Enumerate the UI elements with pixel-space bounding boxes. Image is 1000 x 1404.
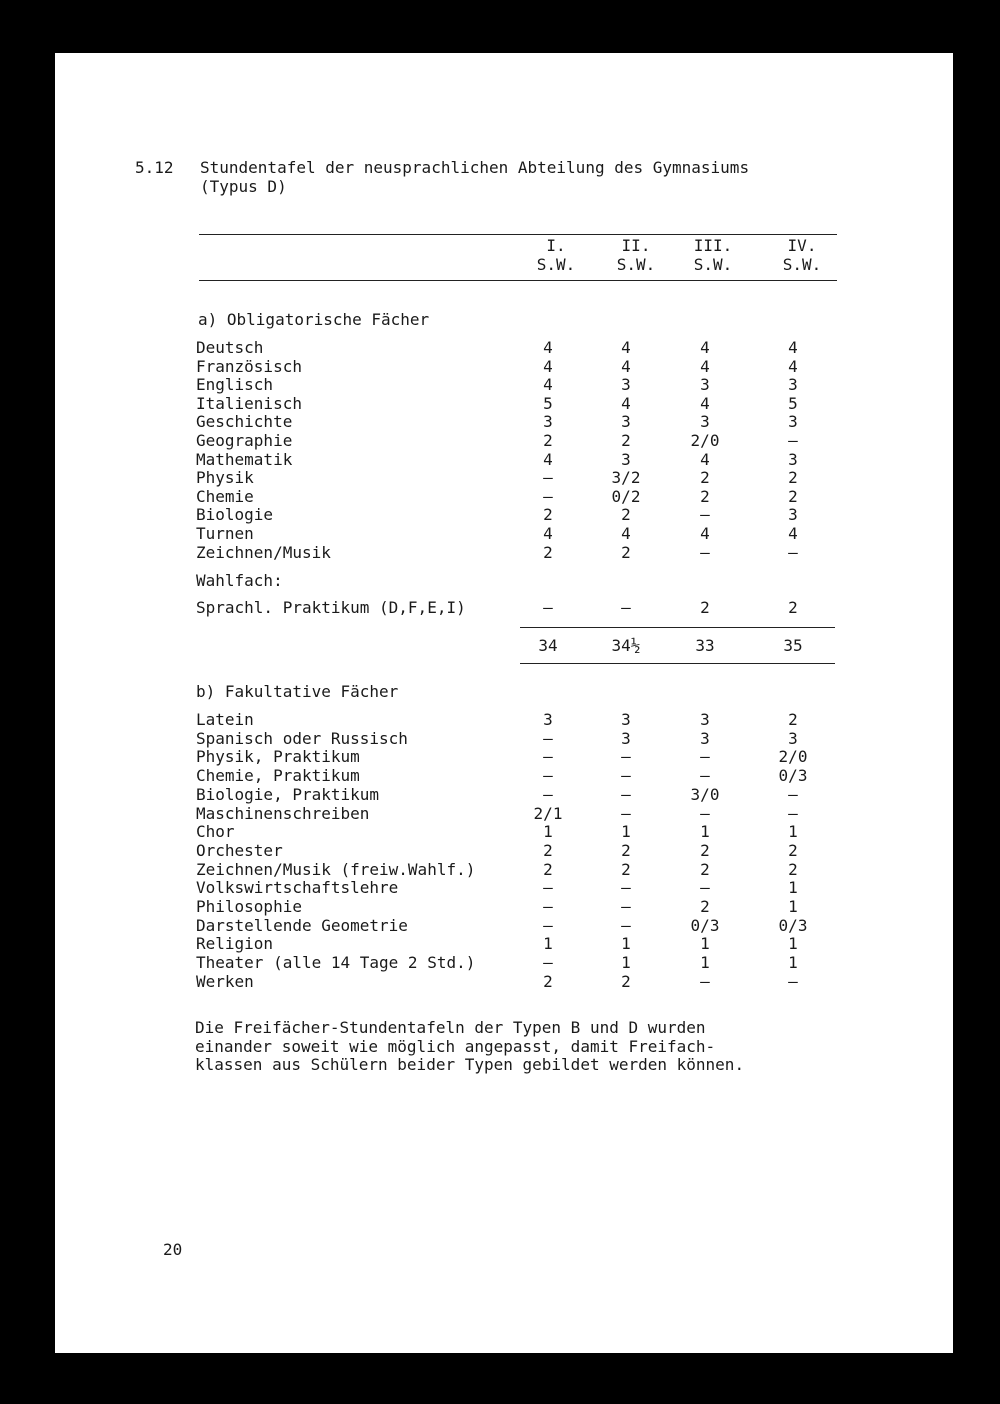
- hours-year-2: 3: [621, 449, 631, 469]
- hours-year-2: 3: [621, 710, 631, 729]
- hours-year-4: 0/3: [778, 766, 808, 786]
- hours-year-4: 1: [788, 897, 798, 916]
- hours-year-1: –: [543, 897, 553, 916]
- hours-year-4: 2: [788, 859, 798, 879]
- column-header-sw: S.W.: [782, 254, 822, 274]
- hours-year-1: –: [543, 747, 553, 767]
- hours-year-1: 1: [543, 934, 553, 954]
- hours-year-3: 4: [700, 393, 710, 413]
- header-bottom-rule: [199, 280, 837, 281]
- hours-year-4: 2: [788, 598, 798, 617]
- subject-name: Zeichnen/Musik (freiw.Wahlf.): [196, 859, 476, 879]
- column-header-sw: S.W.: [616, 254, 656, 274]
- hours-year-4: 0/3: [778, 915, 808, 935]
- hours-year-3: –: [700, 542, 710, 562]
- subject-name: Sprachl. Praktikum (D,F,E,I): [196, 598, 466, 617]
- hours-year-4: 2: [788, 486, 798, 506]
- hours-year-3: 2: [700, 859, 710, 879]
- hours-year-1: 2: [543, 840, 553, 860]
- hours-year-4: 1: [788, 934, 798, 954]
- table-row: [55, 376, 953, 395]
- hours-year-1: 3: [543, 412, 553, 432]
- hours-year-4: –: [788, 784, 798, 804]
- hours-year-1: 2: [543, 542, 553, 562]
- page-number: 20: [163, 1240, 183, 1259]
- hours-year-3: –: [700, 505, 710, 525]
- hours-year-4: 2/0: [778, 747, 808, 767]
- document-page: [55, 53, 953, 1353]
- subject-name: Physik: [196, 468, 254, 488]
- section-b-label: b) Fakultative Fächer: [196, 682, 399, 701]
- hours-year-1: 2: [543, 971, 553, 991]
- hours-year-3: 0/3: [690, 915, 720, 935]
- table-row: [55, 339, 953, 358]
- subject-name: Italienisch: [196, 393, 302, 413]
- hours-year-3: 2: [700, 468, 710, 488]
- hours-year-1: 2: [543, 431, 553, 450]
- hours-year-1: 5: [543, 393, 553, 413]
- hours-year-3: 2: [700, 486, 710, 506]
- hours-year-2: 3/2: [611, 468, 641, 488]
- hours-year-3: 2: [700, 840, 710, 860]
- subject-name: Geschichte: [196, 412, 293, 432]
- table-row: [55, 767, 953, 786]
- table-row: [55, 488, 953, 507]
- page-title: Stundentafel der neusprachlichen Abteilung des Gymnasiums: [200, 158, 750, 177]
- hours-year-1: –: [543, 598, 553, 617]
- hours-year-2: 3: [621, 375, 631, 395]
- subject-name: Physik, Praktikum: [196, 747, 360, 767]
- table-row: [55, 525, 953, 544]
- hours-year-4: 3: [788, 449, 798, 469]
- subject-name: Chor: [196, 822, 235, 842]
- hours-year-1: 4: [543, 449, 553, 469]
- subject-name: Volkswirtschaftslehre: [196, 878, 399, 898]
- hours-year-3: 1: [700, 953, 710, 973]
- hours-year-2: 2: [621, 859, 631, 879]
- hours-year-3: 2: [700, 897, 710, 916]
- subject-name: Maschinenschreiben: [196, 803, 370, 823]
- hours-year-4: 2: [788, 468, 798, 488]
- hours-year-2: 4: [621, 338, 631, 357]
- hours-year-3: 4: [700, 338, 710, 357]
- subject-name: Religion: [196, 934, 274, 954]
- column-header-sw: S.W.: [536, 254, 576, 274]
- column-header-3: [678, 237, 748, 274]
- hours-year-1: –: [543, 953, 553, 973]
- hours-year-2: 3: [621, 728, 631, 748]
- hours-year-2: 4: [621, 356, 631, 376]
- footnote-line: klassen aus Schülern beider Typen gebildet werden können.: [195, 1055, 745, 1075]
- column-header-roman: III.: [693, 236, 733, 255]
- wahlfach-label: Wahlfach:: [196, 571, 283, 590]
- totals-top-rule: [520, 627, 835, 628]
- hours-year-1: –: [543, 468, 553, 488]
- table-row: [55, 358, 953, 377]
- column-header-1: [521, 237, 591, 274]
- hours-year-3: 1: [700, 934, 710, 954]
- hours-year-1: –: [543, 766, 553, 786]
- hours-year-3: 4: [700, 524, 710, 543]
- hours-year-2: 2: [621, 431, 631, 450]
- hours-year-2: 0/2: [611, 486, 641, 506]
- hours-year-2: –: [621, 598, 631, 617]
- hours-year-4: 4: [788, 356, 798, 376]
- subject-name: Französisch: [196, 356, 302, 376]
- subject-name: Geographie: [196, 431, 293, 450]
- subject-name: Orchester: [196, 840, 283, 860]
- hours-year-2: 2: [621, 971, 631, 991]
- subject-name: Darstellende Geometrie: [196, 915, 408, 935]
- hours-year-2: –: [621, 915, 631, 935]
- footnote-line: Die Freifächer-Stundentafeln der Typen B und D wurden: [195, 1018, 706, 1037]
- table-row: [55, 935, 953, 954]
- table-row: [55, 432, 953, 451]
- hours-year-3: 3: [700, 375, 710, 395]
- column-header-roman: I.: [546, 236, 566, 255]
- hours-year-2: –: [621, 784, 631, 804]
- hours-year-1: 4: [543, 356, 553, 376]
- hours-year-2: 2: [621, 542, 631, 562]
- hours-year-1: 4: [543, 524, 553, 543]
- hours-year-2: –: [621, 747, 631, 767]
- hours-year-4: 4: [788, 338, 798, 357]
- hours-year-1: 2: [543, 505, 553, 525]
- table-row: [55, 823, 953, 842]
- total-year-4: 35: [783, 636, 803, 655]
- table-row: [55, 469, 953, 488]
- table-row: [55, 451, 953, 470]
- footnote: [195, 1019, 744, 1075]
- hours-year-4: 2: [788, 710, 798, 729]
- hours-year-2: 4: [621, 393, 631, 413]
- hours-year-4: 3: [788, 412, 798, 432]
- column-header-roman: IV.: [787, 236, 817, 255]
- hours-year-4: 3: [788, 375, 798, 395]
- table-row: [55, 898, 953, 917]
- table-row: [55, 861, 953, 880]
- hours-year-2: –: [621, 803, 631, 823]
- hours-year-3: –: [700, 747, 710, 767]
- hours-year-4: 1: [788, 953, 798, 973]
- table-row: [55, 786, 953, 805]
- hours-year-1: 1: [543, 822, 553, 842]
- hours-year-1: 2/1: [533, 803, 563, 823]
- hours-year-1: 4: [543, 375, 553, 395]
- subject-name: Biologie: [196, 505, 274, 525]
- subject-name: Mathematik: [196, 449, 293, 469]
- column-header-2: [601, 237, 671, 274]
- table-row: [55, 730, 953, 749]
- hours-year-2: 4: [621, 524, 631, 543]
- hours-year-2: 1: [621, 953, 631, 973]
- table-row: [55, 805, 953, 824]
- hours-year-3: 3: [700, 728, 710, 748]
- total-year-2: 34½: [611, 636, 641, 655]
- hours-year-3: –: [700, 971, 710, 991]
- section-a-label: a) Obligatorische Fächer: [198, 310, 430, 329]
- table-row: [55, 748, 953, 767]
- hours-year-2: –: [621, 766, 631, 786]
- table-top-rule: [199, 234, 837, 235]
- hours-year-1: –: [543, 915, 553, 935]
- subject-name: Spanisch oder Russisch: [196, 728, 408, 748]
- table-row: [55, 954, 953, 973]
- hours-year-2: –: [621, 878, 631, 898]
- subject-name: Chemie: [196, 486, 254, 506]
- hours-year-4: 5: [788, 393, 798, 413]
- table-row: [55, 917, 953, 936]
- totals-bottom-rule: [520, 663, 835, 664]
- hours-year-1: –: [543, 878, 553, 898]
- hours-year-3: 3/0: [690, 784, 720, 804]
- total-year-1: 34: [538, 636, 558, 655]
- hours-year-3: 4: [700, 449, 710, 469]
- subject-name: Latein: [196, 710, 254, 729]
- hours-year-4: –: [788, 971, 798, 991]
- page-subtitle: (Typus D): [200, 177, 287, 196]
- hours-year-1: –: [543, 784, 553, 804]
- total-year-3: 33: [695, 636, 715, 655]
- hours-year-4: 2: [788, 840, 798, 860]
- hours-year-3: 3: [700, 710, 710, 729]
- hours-year-1: –: [543, 728, 553, 748]
- hours-year-3: 2: [700, 598, 710, 617]
- hours-year-4: –: [788, 803, 798, 823]
- subject-name: Turnen: [196, 524, 254, 543]
- footnote-line: einander soweit wie möglich angepasst, damit Freifach-: [195, 1036, 716, 1056]
- hours-year-4: 1: [788, 878, 798, 898]
- hours-year-1: 3: [543, 710, 553, 729]
- table-row: [55, 842, 953, 861]
- table-row: [55, 413, 953, 432]
- hours-year-2: 3: [621, 412, 631, 432]
- totals-row: [55, 637, 953, 656]
- hours-year-3: 3: [700, 412, 710, 432]
- hours-year-1: –: [543, 486, 553, 506]
- hours-year-3: –: [700, 803, 710, 823]
- subject-name: Deutsch: [196, 338, 264, 357]
- table-row: [55, 544, 953, 563]
- table-row: [55, 599, 953, 618]
- section-number: 5.12: [135, 158, 174, 177]
- hours-year-2: 2: [621, 505, 631, 525]
- hours-year-2: –: [621, 897, 631, 916]
- column-header-4: [767, 237, 837, 274]
- subject-name: Chemie, Praktikum: [196, 766, 360, 786]
- subject-name: Werken: [196, 971, 254, 991]
- subject-name: Englisch: [196, 375, 274, 395]
- hours-year-4: –: [788, 431, 798, 450]
- hours-year-3: 4: [700, 356, 710, 376]
- table-row: [55, 973, 953, 992]
- hours-year-4: 4: [788, 524, 798, 543]
- hours-year-4: –: [788, 542, 798, 562]
- hours-year-4: 1: [788, 822, 798, 842]
- table-row: [55, 395, 953, 414]
- hours-year-3: –: [700, 766, 710, 786]
- table-row: [55, 506, 953, 525]
- hours-year-2: 2: [621, 840, 631, 860]
- hours-year-1: 2: [543, 859, 553, 879]
- hours-year-3: –: [700, 878, 710, 898]
- hours-year-3: 1: [700, 822, 710, 842]
- subject-name: Philosophie: [196, 897, 302, 916]
- hours-year-1: 4: [543, 338, 553, 357]
- hours-year-3: 2/0: [690, 431, 720, 450]
- hours-year-2: 1: [621, 934, 631, 954]
- subject-name: Theater (alle 14 Tage 2 Std.): [196, 953, 476, 973]
- hours-year-4: 3: [788, 505, 798, 525]
- column-header-roman: II.: [621, 236, 651, 255]
- hours-year-4: 3: [788, 728, 798, 748]
- subject-name: Zeichnen/Musik: [196, 542, 331, 562]
- table-row: [55, 711, 953, 730]
- table-row: [55, 879, 953, 898]
- hours-year-2: 1: [621, 822, 631, 842]
- column-header-sw: S.W.: [693, 254, 733, 274]
- subject-name: Biologie, Praktikum: [196, 784, 380, 804]
